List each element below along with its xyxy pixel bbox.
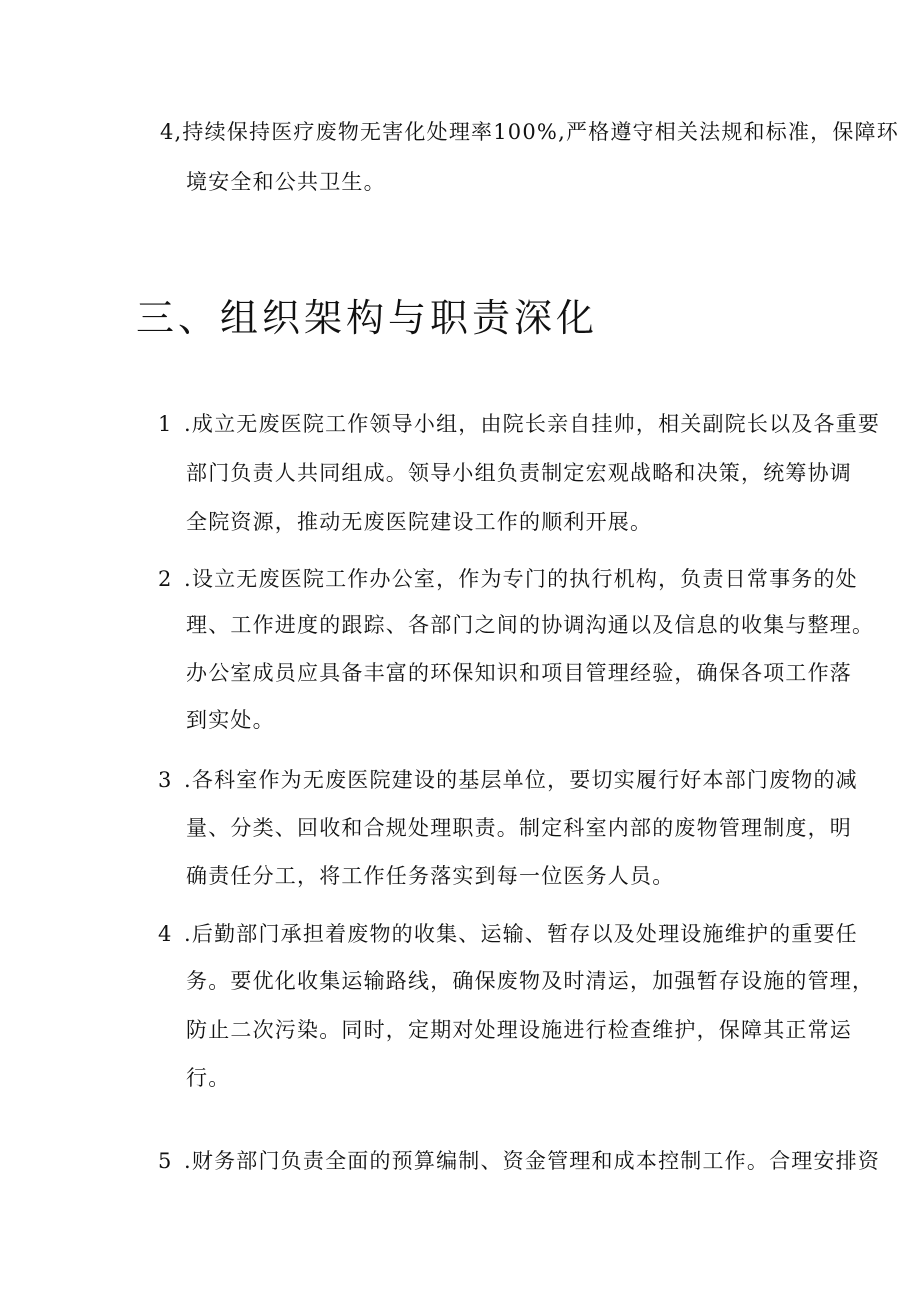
list-item-line: 到实处。: [186, 708, 275, 732]
list-item-line: [158, 1147, 880, 1175]
list-item-number: 3: [158, 768, 173, 792]
intro-item-line: 境安全和公共卫生。: [186, 170, 386, 194]
list-item-text: .成立无废医院工作领导小组，由院长亲自挂帅，相关副院长以及各重要: [184, 412, 881, 436]
list-item-text: .各科室作为无废医院建设的基层单位，要切实履行好本部门废物的减: [184, 768, 858, 792]
list-item-number: 4: [158, 922, 173, 946]
list-item-line: [158, 565, 858, 593]
list-item-line: 确责任分工，将工作任务落实到每一位医务人员。: [186, 864, 675, 888]
list-item-number: 2: [158, 567, 173, 591]
list-item-line: [158, 766, 858, 794]
list-item-line: 务。要优化收集运输路线，确保废物及时清运，加强暂存设施的管理，: [186, 969, 875, 993]
list-item-line: 全院资源，推动无废医院建设工作的顺利开展。: [186, 510, 653, 534]
list-item-line: 办公室成员应具备丰富的环保知识和项目管理经验，确保各项工作落: [186, 661, 852, 685]
intro-item-line: 4,持续保持医疗废物无害化处理率100%,严格遵守相关法规和标准，保障环: [160, 120, 899, 144]
list-item-line: 量、分类、回收和合规处理职责。制定科室内部的废物管理制度，明: [186, 816, 852, 840]
list-item-text: .后勤部门承担着废物的收集、运输、暂存以及处理设施维护的重要任: [184, 922, 858, 946]
list-item-line: [158, 920, 858, 948]
list-item-line: [158, 410, 880, 438]
list-item-line: 理、工作进度的跟踪、各部门之间的协调沟通以及信息的收集与整理。: [186, 613, 875, 637]
list-item-number: 1: [158, 412, 173, 436]
list-item-text: .财务部门负责全面的预算编制、资金管理和成本控制工作。合理安排资: [184, 1149, 881, 1173]
list-item-number: 5: [158, 1149, 173, 1173]
section-heading: 三、组织架构与职责深化: [136, 296, 599, 340]
list-item-line: 防止二次污染。同时，定期对处理设施进行检查维护，保障其正常运: [186, 1018, 852, 1042]
list-item-line: 行。: [186, 1066, 231, 1090]
list-item-line: 部门负责人共同组成。领导小组负责制定宏观战略和决策，统筹协调: [186, 461, 852, 485]
list-item-text: .设立无废医院工作办公室，作为专门的执行机构，负责日常事务的处: [184, 567, 858, 591]
